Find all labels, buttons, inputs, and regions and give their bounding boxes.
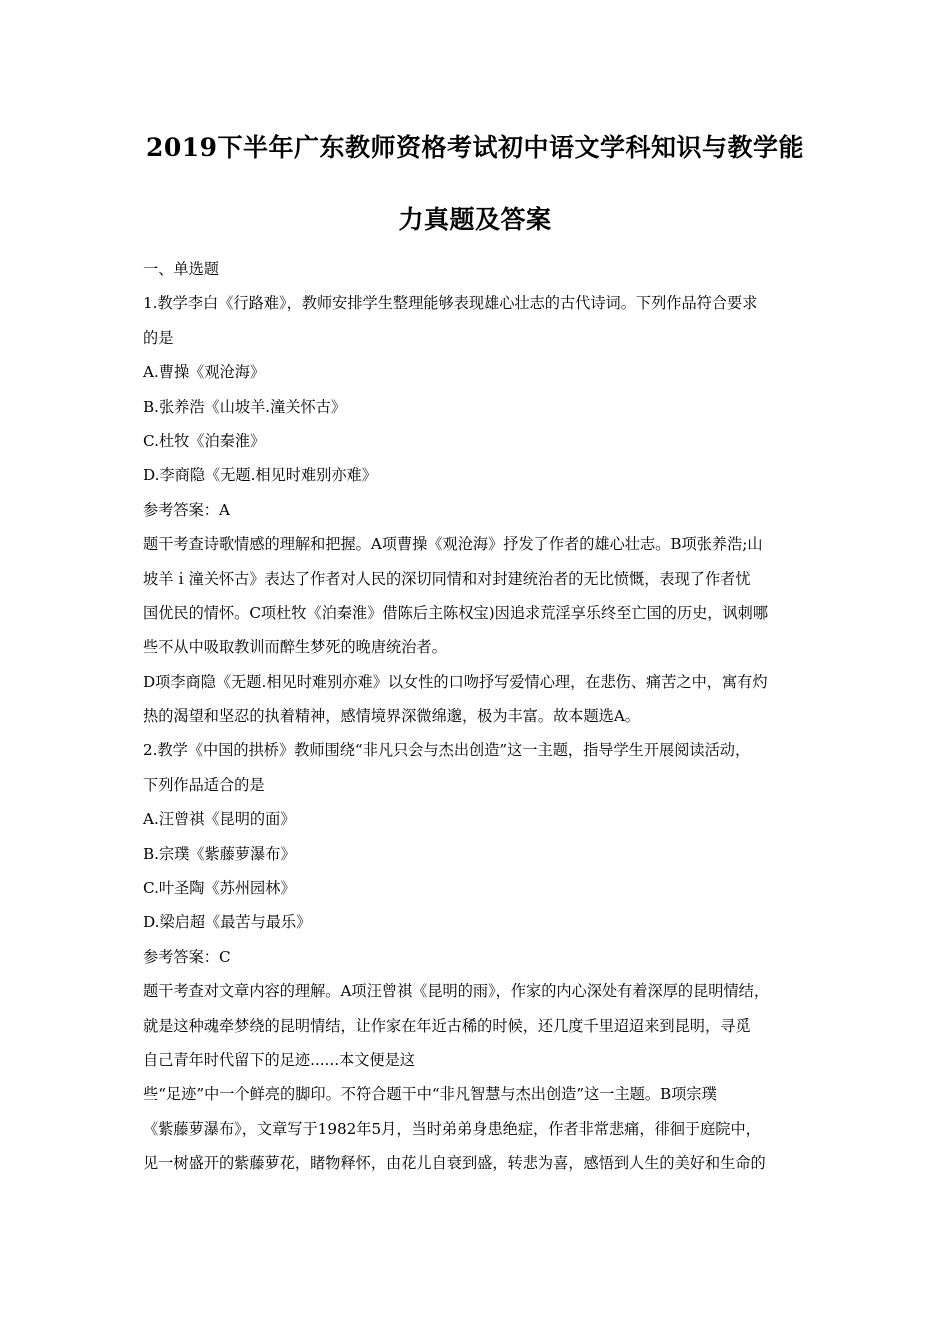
text-line: 参考答案：A [143,500,230,519]
text-line: 热的渴望和坚忍的执着精神，感情境界深微绵邈，极为丰富。故本题选A。 [143,707,640,726]
text-line: 国优民的情怀。C项杜牧《泊秦淮》借陈后主陈权宝)因追求荒淫享乐终至亡国的历史，讽刺哪 [143,603,769,622]
text-line: A.汪曾祺《昆明的面》 [143,810,296,829]
text-line: 下列作品适合的是 [143,775,265,794]
text-line: D.梁启超《最苦与最乐》 [143,913,312,932]
text-line: 参考答案：C [143,947,231,966]
text-line: 1.教学李白《行路难》，教师安排学生整理能够表现雄心壮志的古代诗词。下列作品符合要求 [143,294,758,313]
text-line: 坡羊ｉ潼关怀古》表达了作者对人民的深切同情和对封建统治者的无比愤慨，表现了作者忧 [143,569,751,588]
text-line: B.宗璞《紫藤萝瀑布》 [143,844,296,863]
text-line: 题干考查对文章内容的理解。A项汪曾祺《昆明的雨》，作家的内心深处有着深厚的昆明情结， [143,982,770,1001]
document-title-line-2: 力真题及答案 [398,205,552,234]
text-line: 《紫藤萝瀑布》，文章写于1982年5月，当时弟弟身患绝症，作者非常悲痛，徘徊于庭院中， [143,1119,761,1138]
text-line: 的是 [143,328,174,347]
text-line: B.张养浩《山坡羊.潼关怀古》 [143,397,347,416]
text-line: 自己青年时代留下的足迹......本文便是这 [143,1050,415,1069]
text-line: D项李商隐《无题.相见时难别亦难》以女性的口吻抒写爱情心理，在悲伤、痛苦之中，寓有灼 [143,672,768,691]
document-title-line-1: 2019下半年广东教师资格考试初中语文学科知识与教学能 [145,133,805,162]
text-line: A.曹操《观沧海》 [143,363,266,382]
document-body [143,252,823,1181]
text-line: 一、单选题 [143,260,219,278]
text-line: D.李商隐《无题.相见时难别亦难》 [143,466,377,485]
text-line: C.叶圣陶《苏州园林》 [143,879,296,898]
text-line: 2.教学《中国的拱桥》教师围绕“非凡只会与杰出创造”这一主题，指导学生开展阅读活动， [143,741,751,760]
text-line: 些“足迹”中一个鲜亮的脚印。不符合题干中“非凡智慧与杰出创造”这一主题。B项宗璞 [143,1085,717,1104]
text-line: 就是这种魂牵梦绕的昆明情结，让作家在年近古稀的时候，还几度千里迢迢来到昆明，寻觅 [143,1016,751,1035]
text-line: 些不从中吸取教训而醉生梦死的晚唐统治者。 [143,638,447,657]
text-line: 题干考查诗歌情感的理解和把握。A项曹操《观沧海》抒发了作者的雄心壮志。B项张养浩;山 [143,535,763,554]
text-line: C.杜牧《泊秦淮》 [143,431,266,450]
text-line: 见一树盛开的紫藤萝花，睹物释怀，由花儿自衰到盛，转悲为喜，感悟到人生的美好和生命的 [143,1154,766,1173]
